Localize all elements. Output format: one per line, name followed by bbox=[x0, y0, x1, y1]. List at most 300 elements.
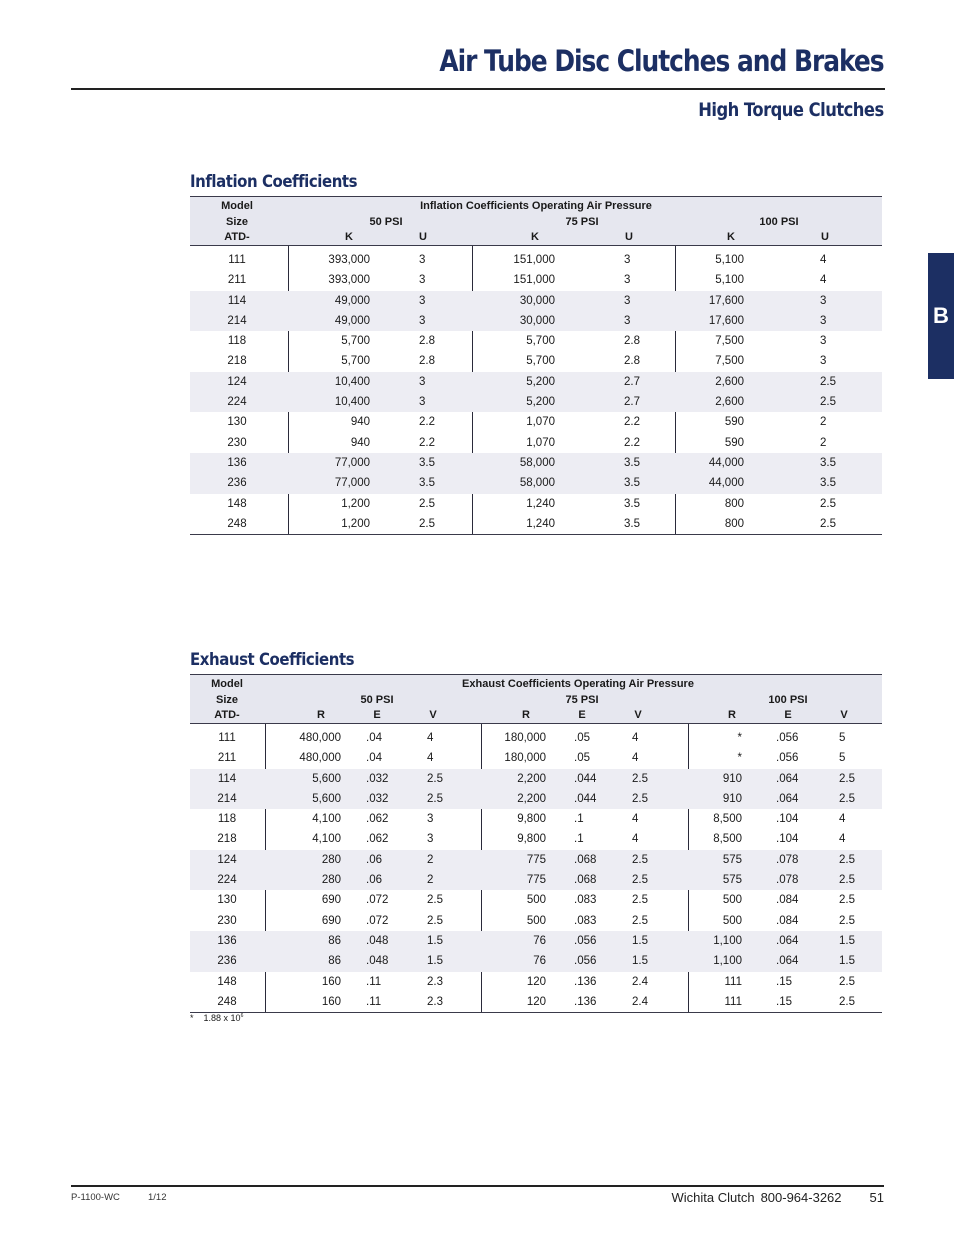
cell-model: 218 bbox=[217, 833, 237, 846]
cell-k-100: 5,100 bbox=[715, 274, 744, 287]
cell-k-50: 5,700 bbox=[341, 335, 370, 348]
cell-v-50: 1.5 bbox=[427, 934, 443, 947]
table-row bbox=[190, 769, 882, 789]
cell-r-75: 2,200 bbox=[517, 792, 546, 805]
cell-e-50: .04 bbox=[366, 752, 382, 765]
header-75psi: 75 PSI bbox=[565, 216, 599, 228]
cell-e-75: .068 bbox=[574, 874, 597, 887]
cell-e-75: .1 bbox=[574, 813, 584, 826]
cell-k-100: 17,600 bbox=[708, 294, 744, 307]
cell-r-75: 500 bbox=[526, 914, 546, 927]
doc-code: P-1100-WC bbox=[71, 1192, 120, 1203]
cell-e-75: .05 bbox=[574, 752, 590, 765]
cell-e-75: .083 bbox=[574, 914, 597, 927]
table-row bbox=[190, 494, 882, 514]
cell-r-100: 1,100 bbox=[713, 955, 742, 968]
cell-model: 248 bbox=[227, 517, 247, 530]
cell-u-50: 3 bbox=[419, 274, 426, 287]
cell-k-75: 151,000 bbox=[513, 274, 555, 287]
cell-k-50: 49,000 bbox=[334, 294, 370, 307]
cell-v-100: 2.5 bbox=[839, 914, 855, 927]
table-row bbox=[190, 453, 882, 473]
cell-v-50: 2.3 bbox=[427, 995, 443, 1008]
inflation-heading: Inflation Coefficients bbox=[190, 172, 358, 192]
footnote-star: * bbox=[190, 1013, 194, 1023]
cell-k-100: 590 bbox=[724, 436, 744, 449]
cell-k-75: 151,000 bbox=[513, 254, 555, 266]
cell-u-100: 4 bbox=[820, 254, 827, 266]
cell-r-50: 5,600 bbox=[312, 772, 341, 785]
cell-model: 236 bbox=[227, 477, 247, 490]
cell-v-100: 2.5 bbox=[839, 995, 855, 1008]
doc-date: 1/12 bbox=[148, 1192, 167, 1203]
cell-k-75: 5,200 bbox=[526, 396, 555, 409]
cell-k-50: 940 bbox=[350, 436, 370, 449]
cell-model: 118 bbox=[217, 813, 237, 826]
header-100psi: 100 PSI bbox=[768, 694, 808, 706]
cell-e-50: .032 bbox=[366, 792, 389, 805]
table-row bbox=[190, 748, 882, 768]
cell-model: 148 bbox=[227, 497, 247, 510]
cell-r-50: 280 bbox=[321, 874, 341, 887]
cell-e-50: .062 bbox=[366, 813, 389, 826]
cell-u-75: 2.8 bbox=[624, 335, 640, 348]
cell-e-100: .15 bbox=[776, 995, 792, 1008]
cell-u-50: 3 bbox=[419, 254, 426, 266]
cell-r-50: 690 bbox=[321, 914, 341, 927]
cell-k-75: 5,200 bbox=[526, 375, 555, 388]
table-row bbox=[190, 433, 882, 453]
cell-model: 214 bbox=[217, 792, 237, 805]
header-100psi: 100 PSI bbox=[759, 216, 799, 228]
cell-u-75: 3 bbox=[624, 314, 631, 327]
cell-r-50: 5,600 bbox=[312, 792, 341, 805]
cell-e-50: .04 bbox=[366, 732, 382, 744]
cell-model: 148 bbox=[217, 975, 237, 988]
cell-e-50: .062 bbox=[366, 833, 389, 846]
cell-model: 118 bbox=[227, 335, 247, 348]
cell-e-100: .104 bbox=[776, 833, 799, 846]
cell-u-50: 2.2 bbox=[419, 436, 435, 449]
cell-r-100: 575 bbox=[722, 874, 742, 887]
cell-v-50: 2.3 bbox=[427, 975, 443, 988]
cell-r-100: 1,100 bbox=[713, 934, 742, 947]
cell-r-75: 180,000 bbox=[504, 732, 546, 744]
cell-e-100: .064 bbox=[776, 772, 799, 785]
header-group: Exhaust Coefficients Operating Air Pressure bbox=[462, 678, 694, 690]
cell-v-75: 2.5 bbox=[632, 874, 648, 887]
cell-v-50: 2.5 bbox=[427, 914, 443, 927]
cell-e-50: .06 bbox=[366, 853, 382, 866]
cell-u-100: 2.5 bbox=[820, 497, 836, 510]
cell-r-50: 480,000 bbox=[299, 732, 341, 744]
cell-k-75: 1,070 bbox=[526, 416, 555, 429]
cell-k-50: 393,000 bbox=[328, 254, 370, 266]
header-e: E bbox=[373, 709, 381, 721]
cell-e-50: .032 bbox=[366, 772, 389, 785]
cell-u-100: 3.5 bbox=[820, 477, 836, 490]
cell-k-50: 5,700 bbox=[341, 355, 370, 368]
cell-k-100: 590 bbox=[724, 416, 744, 429]
header-u: U bbox=[821, 231, 829, 243]
cell-e-100: .104 bbox=[776, 813, 799, 826]
cell-v-50: 2 bbox=[427, 874, 434, 887]
cell-e-100: .078 bbox=[776, 874, 799, 887]
header-size: Size bbox=[225, 216, 249, 228]
cell-r-75: 775 bbox=[526, 853, 546, 866]
cell-k-50: 393,000 bbox=[328, 274, 370, 287]
cell-model: 114 bbox=[217, 772, 237, 785]
cell-u-75: 3.5 bbox=[624, 497, 640, 510]
table-row bbox=[190, 870, 882, 890]
cell-e-100: .084 bbox=[776, 914, 799, 927]
cell-r-100: 8,500 bbox=[713, 833, 742, 846]
table-row bbox=[190, 992, 882, 1012]
page-number: 51 bbox=[869, 1190, 884, 1205]
cell-model: 230 bbox=[217, 914, 237, 927]
cell-v-50: 2 bbox=[427, 853, 434, 866]
cell-e-100: .064 bbox=[776, 792, 799, 805]
cell-e-75: .136 bbox=[574, 975, 597, 988]
cell-v-100: 2.5 bbox=[839, 975, 855, 988]
cell-model: 218 bbox=[227, 355, 247, 368]
cell-v-50: 2.5 bbox=[427, 894, 443, 907]
cell-r-50: 280 bbox=[321, 853, 341, 866]
cell-e-50: .048 bbox=[366, 934, 389, 947]
table-row bbox=[190, 829, 882, 849]
cell-model: 211 bbox=[217, 752, 237, 765]
cell-u-75: 2.7 bbox=[624, 375, 640, 388]
cell-r-75: 9,800 bbox=[517, 813, 546, 826]
cell-v-50: 3 bbox=[427, 833, 434, 846]
cell-v-100: 2.5 bbox=[839, 894, 855, 907]
cell-u-75: 3 bbox=[624, 294, 631, 307]
cell-model: 124 bbox=[227, 375, 247, 388]
table-row bbox=[190, 392, 882, 412]
cell-k-50: 10,400 bbox=[334, 396, 370, 409]
cell-v-100: 2.5 bbox=[839, 874, 855, 887]
cell-e-100: .084 bbox=[776, 894, 799, 907]
cell-u-50: 3.5 bbox=[419, 456, 435, 469]
cell-u-100: 2.5 bbox=[820, 517, 836, 530]
cell-v-100: 2.5 bbox=[839, 792, 855, 805]
cell-u-75: 3 bbox=[624, 254, 631, 266]
header-50psi: 50 PSI bbox=[360, 694, 394, 706]
cell-u-75: 3.5 bbox=[624, 456, 640, 469]
table-row bbox=[190, 911, 882, 931]
cell-r-100: * bbox=[737, 732, 742, 744]
header-v: V bbox=[429, 709, 437, 721]
cell-k-75: 1,070 bbox=[526, 436, 555, 449]
cell-r-50: 160 bbox=[321, 995, 341, 1008]
cell-r-75: 180,000 bbox=[504, 752, 546, 765]
cell-model: 136 bbox=[217, 934, 237, 947]
cell-u-100: 3 bbox=[820, 335, 827, 348]
cell-u-100: 4 bbox=[820, 274, 827, 287]
page-subtitle: High Torque Clutches bbox=[698, 99, 884, 121]
header-e: E bbox=[784, 709, 792, 721]
cell-v-75: 2.5 bbox=[632, 772, 648, 785]
cell-u-50: 2.8 bbox=[419, 335, 435, 348]
header-k: K bbox=[345, 231, 353, 243]
title-divider bbox=[71, 88, 885, 90]
cell-r-50: 86 bbox=[328, 955, 341, 968]
table-row bbox=[190, 514, 882, 534]
cell-e-75: .056 bbox=[574, 934, 597, 947]
cell-e-75: .083 bbox=[574, 894, 597, 907]
phone-number: 800-964-3262 bbox=[760, 1190, 842, 1205]
cell-u-50: 2.5 bbox=[419, 517, 435, 530]
cell-r-100: * bbox=[737, 752, 742, 765]
cell-r-75: 500 bbox=[526, 894, 546, 907]
cell-v-100: 2.5 bbox=[839, 853, 855, 866]
cell-u-50: 2.5 bbox=[419, 497, 435, 510]
cell-k-75: 1,240 bbox=[526, 497, 555, 510]
cell-u-100: 2 bbox=[820, 436, 827, 449]
cell-k-100: 2,600 bbox=[715, 375, 744, 388]
cell-u-100: 2.5 bbox=[820, 396, 836, 409]
footnote-exponent: 6 bbox=[240, 1013, 244, 1019]
cell-k-50: 940 bbox=[350, 416, 370, 429]
cell-r-100: 111 bbox=[724, 995, 742, 1008]
cell-k-75: 5,700 bbox=[526, 335, 555, 348]
cell-e-75: .05 bbox=[574, 732, 590, 744]
table-row bbox=[190, 331, 882, 351]
header-75psi: 75 PSI bbox=[565, 694, 599, 706]
exhaust-table bbox=[190, 674, 882, 1013]
header-v: V bbox=[840, 709, 848, 721]
cell-e-50: .072 bbox=[366, 914, 389, 927]
cell-u-75: 2.2 bbox=[624, 416, 640, 429]
cell-e-100: .064 bbox=[776, 955, 799, 968]
cell-model: 224 bbox=[217, 874, 237, 887]
cell-u-75: 3.5 bbox=[624, 517, 640, 530]
cell-r-100: 910 bbox=[722, 772, 742, 785]
footnote-text: 1.88 x 10 bbox=[203, 1013, 241, 1023]
table-row bbox=[190, 372, 882, 392]
cell-u-100: 2.5 bbox=[820, 375, 836, 388]
cell-model: 236 bbox=[217, 955, 237, 968]
cell-v-50: 1.5 bbox=[427, 955, 443, 968]
cell-r-50: 690 bbox=[321, 894, 341, 907]
cell-u-50: 2.8 bbox=[419, 355, 435, 368]
cell-u-75: 3 bbox=[624, 274, 631, 287]
cell-r-100: 910 bbox=[722, 792, 742, 805]
header-atd: ATD- bbox=[224, 231, 250, 243]
cell-v-75: 2.5 bbox=[632, 853, 648, 866]
cell-r-100: 8,500 bbox=[713, 813, 742, 826]
cell-r-100: 500 bbox=[722, 894, 742, 907]
cell-v-75: 4 bbox=[632, 833, 639, 846]
cell-e-100: .056 bbox=[776, 752, 799, 765]
exhaust-table-body bbox=[190, 724, 882, 1013]
cell-k-75: 1,240 bbox=[526, 517, 555, 530]
cell-e-75: .136 bbox=[574, 995, 597, 1008]
cell-r-75: 2,200 bbox=[517, 772, 546, 785]
header-k: K bbox=[727, 231, 735, 243]
cell-u-50: 2.2 bbox=[419, 416, 435, 429]
cell-k-50: 1,200 bbox=[341, 497, 370, 510]
cell-v-100: 4 bbox=[839, 833, 846, 846]
cell-r-50: 86 bbox=[328, 934, 341, 947]
cell-v-50: 2.5 bbox=[427, 792, 443, 805]
cell-k-100: 44,000 bbox=[708, 477, 744, 490]
cell-u-50: 3 bbox=[419, 375, 426, 388]
cell-e-50: .11 bbox=[366, 995, 382, 1008]
cell-r-75: 9,800 bbox=[517, 833, 546, 846]
cell-r-50: 480,000 bbox=[299, 752, 341, 765]
cell-k-100: 800 bbox=[724, 517, 744, 530]
inflation-table bbox=[190, 196, 882, 535]
header-model: Model bbox=[221, 200, 253, 212]
header-r: R bbox=[317, 709, 325, 721]
cell-k-50: 1,200 bbox=[341, 517, 370, 530]
header-size: Size bbox=[215, 694, 239, 706]
cell-k-50: 49,000 bbox=[334, 314, 370, 327]
header-v: V bbox=[634, 709, 642, 721]
cell-r-100: 575 bbox=[722, 853, 742, 866]
cell-k-75: 30,000 bbox=[519, 294, 555, 307]
cell-v-75: 2.5 bbox=[632, 914, 648, 927]
inflation-table-body bbox=[190, 246, 882, 535]
page-title: Air Tube Disc Clutches and Brakes bbox=[439, 44, 884, 78]
cell-k-100: 800 bbox=[724, 497, 744, 510]
cell-v-75: 4 bbox=[632, 752, 639, 765]
cell-v-75: 4 bbox=[632, 813, 639, 826]
header-r: R bbox=[522, 709, 530, 721]
table-row bbox=[190, 311, 882, 331]
cell-model: 214 bbox=[227, 314, 247, 327]
cell-k-75: 58,000 bbox=[519, 456, 555, 469]
cell-model: 136 bbox=[227, 456, 247, 469]
cell-e-75: .044 bbox=[574, 792, 597, 805]
table-row bbox=[190, 728, 882, 748]
cell-e-100: .078 bbox=[776, 853, 799, 866]
cell-v-100: 2.5 bbox=[839, 772, 855, 785]
section-tab: B bbox=[928, 253, 954, 379]
header-model: Model bbox=[211, 678, 243, 690]
cell-u-100: 2 bbox=[820, 416, 827, 429]
cell-e-50: .072 bbox=[366, 894, 389, 907]
cell-r-100: 500 bbox=[722, 914, 742, 927]
cell-e-75: .044 bbox=[574, 772, 597, 785]
cell-v-100: 5 bbox=[839, 752, 846, 765]
cell-k-50: 10,400 bbox=[334, 375, 370, 388]
cell-k-75: 5,700 bbox=[526, 355, 555, 368]
header-group: Inflation Coefficients Operating Air Pressure bbox=[420, 200, 652, 212]
table-row bbox=[190, 951, 882, 971]
cell-v-100: 5 bbox=[839, 732, 846, 744]
cell-e-100: .056 bbox=[776, 732, 799, 744]
cell-v-100: 4 bbox=[839, 813, 846, 826]
cell-r-100: 111 bbox=[724, 975, 742, 988]
cell-k-100: 2,600 bbox=[715, 396, 744, 409]
company-name: Wichita Clutch bbox=[671, 1190, 755, 1205]
cell-v-75: 2.5 bbox=[632, 792, 648, 805]
cell-r-50: 4,100 bbox=[312, 813, 341, 826]
cell-k-100: 7,500 bbox=[715, 355, 744, 368]
cell-e-75: .056 bbox=[574, 955, 597, 968]
cell-e-50: .048 bbox=[366, 955, 389, 968]
table-row bbox=[190, 291, 882, 311]
cell-e-75: .068 bbox=[574, 853, 597, 866]
cell-model: 230 bbox=[227, 436, 247, 449]
cell-u-100: 3.5 bbox=[820, 456, 836, 469]
cell-u-100: 3 bbox=[820, 294, 827, 307]
cell-v-75: 1.5 bbox=[632, 955, 648, 968]
cell-u-50: 3 bbox=[419, 294, 426, 307]
cell-model: 111 bbox=[228, 254, 246, 266]
cell-u-75: 3.5 bbox=[624, 477, 640, 490]
cell-v-75: 2.4 bbox=[632, 995, 648, 1008]
cell-k-50: 77,000 bbox=[334, 456, 370, 469]
header-r: R bbox=[728, 709, 736, 721]
cell-k-100: 5,100 bbox=[715, 254, 744, 266]
cell-model: 130 bbox=[227, 416, 247, 429]
cell-u-50: 3 bbox=[419, 314, 426, 327]
cell-v-100: 1.5 bbox=[839, 955, 855, 968]
cell-v-75: 2.5 bbox=[632, 894, 648, 907]
cell-r-50: 4,100 bbox=[312, 833, 341, 846]
inflation-table-header bbox=[190, 196, 882, 246]
cell-v-75: 2.4 bbox=[632, 975, 648, 988]
cell-v-75: 1.5 bbox=[632, 934, 648, 947]
table-row bbox=[190, 972, 882, 992]
cell-model: 248 bbox=[217, 995, 237, 1008]
exhaust-heading: Exhaust Coefficients bbox=[190, 650, 355, 670]
header-50psi: 50 PSI bbox=[369, 216, 403, 228]
header-k: K bbox=[531, 231, 539, 243]
table-row bbox=[190, 351, 882, 371]
table-row bbox=[190, 412, 882, 432]
cell-u-50: 3.5 bbox=[419, 477, 435, 490]
cell-model: 211 bbox=[227, 274, 247, 287]
cell-e-75: .1 bbox=[574, 833, 584, 846]
cell-r-75: 76 bbox=[533, 955, 546, 968]
cell-r-75: 76 bbox=[533, 934, 546, 947]
footnote bbox=[190, 1013, 243, 1023]
cell-u-100: 3 bbox=[820, 355, 827, 368]
cell-k-75: 30,000 bbox=[519, 314, 555, 327]
cell-k-100: 44,000 bbox=[708, 456, 744, 469]
cell-model: 111 bbox=[218, 732, 236, 744]
header-atd: ATD- bbox=[214, 709, 240, 721]
cell-u-75: 2.7 bbox=[624, 396, 640, 409]
cell-r-75: 120 bbox=[526, 975, 546, 988]
cell-e-50: .11 bbox=[366, 975, 382, 988]
cell-u-75: 2.8 bbox=[624, 355, 640, 368]
cell-k-100: 17,600 bbox=[708, 314, 744, 327]
table-row bbox=[190, 250, 882, 270]
cell-u-50: 3 bbox=[419, 396, 426, 409]
cell-e-50: .06 bbox=[366, 874, 382, 887]
table-row bbox=[190, 850, 882, 870]
cell-u-75: 2.2 bbox=[624, 436, 640, 449]
cell-r-75: 775 bbox=[526, 874, 546, 887]
footer-divider bbox=[71, 1185, 884, 1187]
cell-k-100: 7,500 bbox=[715, 335, 744, 348]
cell-k-50: 77,000 bbox=[334, 477, 370, 490]
table-row bbox=[190, 473, 882, 493]
header-u: U bbox=[419, 231, 427, 243]
table-row bbox=[190, 270, 882, 290]
cell-model: 130 bbox=[217, 894, 237, 907]
cell-model: 124 bbox=[217, 853, 237, 866]
cell-v-50: 4 bbox=[427, 732, 434, 744]
header-e: E bbox=[578, 709, 586, 721]
table-row bbox=[190, 789, 882, 809]
cell-e-100: .15 bbox=[776, 975, 792, 988]
